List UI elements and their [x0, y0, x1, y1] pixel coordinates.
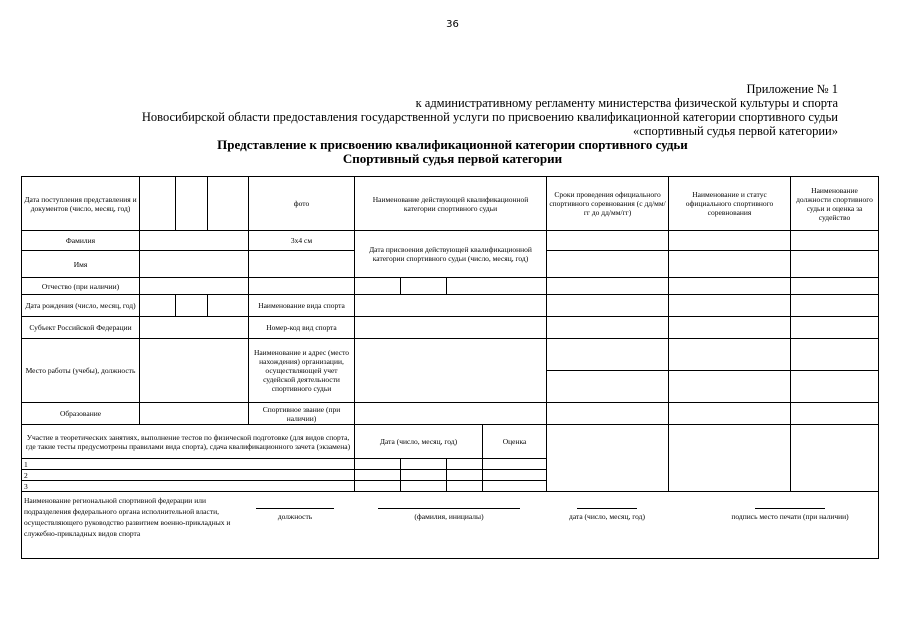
competition-dates-cell[interactable] — [547, 251, 669, 278]
cell-category-date-day[interactable] — [355, 278, 401, 295]
cell-theory-month[interactable] — [401, 459, 447, 470]
theory-header: Участие в теоретических занятиях, выполнение тестов по физической подготовке (для видов спорта, где такие тесты предусмотрены правилами вида спорта), сдача квалификационного зачета (экзамена) — [22, 425, 355, 459]
date-received-label: Дата поступления представления и документов (число, месяц, год) — [22, 177, 140, 231]
cell-birth-month[interactable] — [176, 295, 208, 317]
competition-name-cell[interactable] — [669, 317, 791, 339]
competition-dates-cell[interactable] — [547, 295, 669, 317]
theory-row-number: 2 — [22, 470, 355, 481]
competition-dates-cell[interactable] — [547, 231, 669, 251]
competition-name-cell[interactable] — [669, 425, 791, 492]
workplace-label: Место работы (учебы), должность — [22, 339, 140, 403]
judge-position-cell[interactable] — [791, 317, 879, 339]
signature-name[interactable] — [376, 498, 522, 521]
cell-birth-year[interactable] — [208, 295, 249, 317]
competition-name-cell[interactable] — [669, 251, 791, 278]
judge-position-header: Наименование должности спортивного судьи и оценка за судейство — [791, 177, 879, 231]
subject-field[interactable] — [140, 317, 249, 339]
cell-theory-grade[interactable] — [483, 459, 547, 470]
competition-dates-cell[interactable] — [547, 403, 669, 425]
cell-theory-year[interactable] — [447, 459, 483, 470]
education-label: Образование — [22, 403, 140, 425]
competition-name-header: Наименование и статус официального спортивного соревнования — [669, 177, 791, 231]
sport-rank-label: Спортивное звание (при наличии) — [249, 403, 355, 425]
cell-theory-month[interactable] — [401, 481, 447, 492]
workplace-field[interactable] — [140, 339, 249, 403]
signature-position-label: должность — [277, 512, 313, 521]
competition-dates-cell[interactable] — [547, 339, 669, 371]
page-number: 36 — [446, 19, 459, 30]
judge-position-cell[interactable] — [791, 339, 879, 371]
cell-theory-day[interactable] — [355, 459, 401, 470]
birth-date-label: Дата рождения (число, месяц, год) — [22, 295, 140, 317]
appendix-line-2: к административному регламенту министерства физической культуры и спорта — [415, 96, 838, 110]
competition-name-cell[interactable] — [669, 231, 791, 251]
competition-dates-cell[interactable] — [547, 317, 669, 339]
theory-row-number: 1 — [22, 459, 355, 470]
org-name-label: Наименование и адрес (место нахождения) организации, осуществляющей учет судейской деятельности спортивного судьи — [249, 339, 355, 403]
competition-name-cell[interactable] — [669, 278, 791, 295]
document-title: Представление к присвоению квалификационной категории спортивного судьи — [217, 137, 688, 152]
category-date-label: Дата присвоения действующей квалификационной категории спортивного судьи (число, месяц, год) — [355, 231, 547, 278]
competition-name-cell[interactable] — [669, 295, 791, 317]
patronymic-field[interactable] — [140, 278, 249, 295]
competition-name-cell[interactable] — [669, 403, 791, 425]
name-field[interactable] — [140, 251, 249, 278]
judge-category-form — [21, 176, 879, 559]
cell-theory-year[interactable] — [447, 481, 483, 492]
cell-theory-year[interactable] — [447, 470, 483, 481]
competition-name-cell[interactable] — [669, 339, 791, 371]
appendix-line-3: Новосибирской области предоставления государственной услуги по присвоению квалификационной категории спортивного судьи — [141, 110, 838, 124]
cell-theory-day[interactable] — [355, 470, 401, 481]
cell-theory-grade[interactable] — [483, 470, 547, 481]
signature-sign[interactable] — [706, 498, 874, 521]
appendix-line-4: «спортивный судья первой категории» — [633, 124, 838, 138]
photo-label: фото — [249, 177, 355, 231]
name-label: Имя — [22, 251, 140, 278]
judge-position-cell[interactable] — [791, 251, 879, 278]
judge-position-cell[interactable] — [791, 425, 879, 492]
patronymic-label: Отчество (при наличии) — [22, 278, 140, 295]
sport-name-field[interactable] — [355, 295, 547, 317]
judge-position-cell[interactable] — [791, 403, 879, 425]
competition-dates-header: Сроки проведения официального спортивного соревнования (с дд/мм/гг до дд/мм/гг) — [547, 177, 669, 231]
current-category-label: Наименование действующей квалификационной категории спортивного судьи — [355, 177, 547, 231]
cell-date-day[interactable] — [140, 177, 176, 231]
education-field[interactable] — [140, 403, 249, 425]
sport-code-field[interactable] — [355, 317, 547, 339]
competition-name-cell[interactable] — [669, 371, 791, 403]
signature-date[interactable] — [552, 498, 662, 521]
judge-position-cell[interactable] — [791, 371, 879, 403]
cell-birth-day[interactable] — [140, 295, 176, 317]
theory-date-header: Дата (число, месяц, год) — [355, 425, 483, 459]
judge-position-cell[interactable] — [791, 295, 879, 317]
appendix-number: Приложение № 1 — [746, 82, 838, 96]
judge-position-cell[interactable] — [791, 278, 879, 295]
surname-field[interactable] — [140, 231, 249, 251]
competition-dates-cell[interactable] — [547, 425, 669, 492]
sport-code-label: Номер-код вид спорта — [249, 317, 355, 339]
cell-date-month[interactable] — [176, 177, 208, 231]
sport-name-label: Наименование вида спорта — [249, 295, 355, 317]
cell-theory-day[interactable] — [355, 481, 401, 492]
org-name-field[interactable] — [355, 339, 547, 403]
sport-rank-field[interactable] — [355, 403, 547, 425]
cell-category-date-month[interactable] — [401, 278, 447, 295]
regional-federation-label: Наименование региональной спортивной федерации или подразделения федерального органа исполнительной власти, осуществляющего руководство развитием военно-прикладных и служебно-прикладных видов спорта — [24, 496, 231, 538]
photo-size-label: 3х4 см — [249, 231, 355, 251]
photo-area — [249, 251, 355, 278]
signature-sign-label: подпись место печати (при наличии) — [731, 512, 849, 521]
competition-dates-cell[interactable] — [547, 371, 669, 403]
photo-area — [249, 278, 355, 295]
cell-category-date-year[interactable] — [447, 278, 547, 295]
grade-header: Оценка — [483, 425, 547, 459]
surname-label: Фамилия — [22, 231, 140, 251]
subject-label: Субъект Российской Федерации — [22, 317, 140, 339]
signature-position[interactable] — [254, 498, 336, 521]
cell-theory-month[interactable] — [401, 470, 447, 481]
signature-date-label: дата (число, месяц, год) — [569, 512, 645, 521]
competition-dates-cell[interactable] — [547, 278, 669, 295]
signature-name-label: (фамилия, инициалы) — [414, 512, 484, 521]
judge-position-cell[interactable] — [791, 231, 879, 251]
theory-row-number: 3 — [22, 481, 355, 492]
signature-block — [22, 492, 879, 559]
document-subtitle: Спортивный судья первой категории — [342, 151, 563, 166]
cell-theory-grade[interactable] — [483, 481, 547, 492]
cell-date-year[interactable] — [208, 177, 249, 231]
